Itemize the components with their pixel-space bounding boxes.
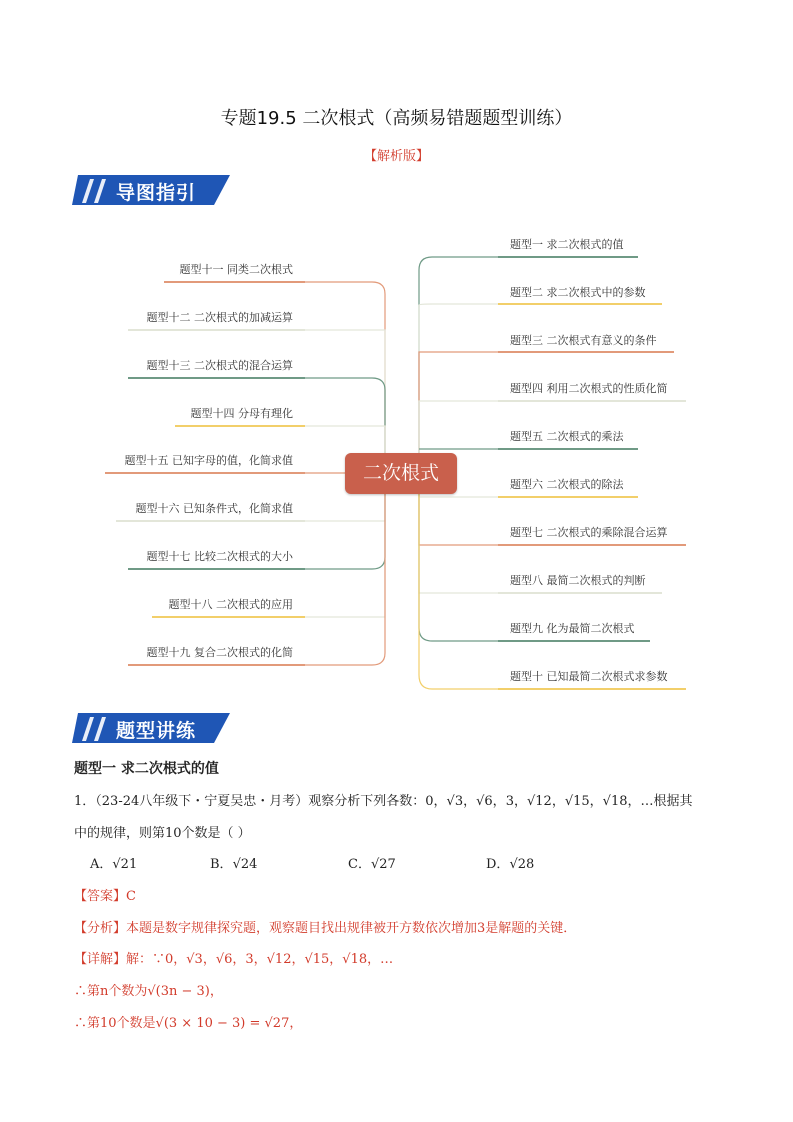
mindmap-center-node: 二次根式 bbox=[345, 453, 457, 494]
detail-line: 【详解】解：∵0，√3，√6，3，√12，√15，√18，… bbox=[74, 952, 394, 967]
mindmap-node: 题型十 已知最简二次根式求参数 bbox=[510, 670, 668, 683]
option-label: C． bbox=[348, 857, 371, 872]
mindmap-node: 题型十三 二次根式的混合运算 bbox=[146, 359, 293, 372]
mindmap-node: 题型十四 分母有理化 bbox=[190, 407, 293, 420]
mindmap-node: 题型六 二次根式的除法 bbox=[510, 478, 624, 491]
option-label: B． bbox=[210, 857, 233, 872]
mindmap-node: 题型十六 已知条件式，化简求值 bbox=[135, 502, 293, 515]
mindmap-node: 题型四 利用二次根式的性质化简 bbox=[510, 382, 668, 395]
question-num: √6 bbox=[476, 794, 493, 809]
mindmap-node: 题型十九 复合二次根式的化简 bbox=[146, 646, 293, 659]
mindmap-node: 题型十八 二次根式的应用 bbox=[168, 598, 293, 611]
option-label: A． bbox=[90, 857, 113, 872]
mindmap-node: 题型九 化为最简二次根式 bbox=[510, 622, 635, 635]
option-label: D． bbox=[486, 857, 510, 872]
practice-banner-label: 题型讲练 bbox=[116, 720, 197, 742]
question-num: √12 bbox=[526, 794, 552, 809]
option-d bbox=[486, 853, 534, 872]
mindmap-node: 题型八 最简二次根式的判断 bbox=[510, 574, 646, 587]
mindmap-node: 题型一 求二次根式的值 bbox=[510, 238, 624, 251]
mindmap-node: 题型十七 比较二次根式的大小 bbox=[146, 550, 293, 563]
question-num: √15 bbox=[564, 794, 590, 809]
answer-line: 【答案】C bbox=[74, 889, 136, 904]
step-line-2: ∴第10个数是√(3 × 10 − 3) = √27， bbox=[74, 1016, 303, 1031]
mindmap-node: 题型十五 已知字母的值，化简求值 bbox=[124, 454, 293, 467]
page-title: 专题19.5 二次根式（高频易错题题型训练） bbox=[220, 108, 573, 129]
option-a bbox=[90, 853, 137, 872]
question-line-2: 中的规律，则第10个数是（ ） bbox=[74, 826, 251, 841]
guide-banner-label: 导图指引 bbox=[116, 182, 197, 204]
analysis-line: 【分析】本题是数字规律探究题，观察题目找出规律被开方数依次增加3是解题的关键． bbox=[74, 921, 577, 936]
question-num: 3 bbox=[505, 794, 514, 809]
option-value: √28 bbox=[509, 857, 535, 872]
question-prefix: 1．（23-24八年级下・宁夏吴忠・月考）观察分析下列各数：0， bbox=[74, 794, 447, 809]
step-line-1: ∴第n个数为√(3n − 3)， bbox=[74, 984, 223, 999]
option-b bbox=[210, 853, 257, 872]
mindmap-node: 题型五 二次根式的乘法 bbox=[510, 430, 624, 443]
question-num: √18 bbox=[602, 794, 628, 809]
mindmap-node: 题型七 二次根式的乘除混合运算 bbox=[510, 526, 668, 539]
practice-banner bbox=[72, 711, 232, 745]
mindmap-node: 题型十二 二次根式的加减运算 bbox=[146, 311, 293, 324]
page-subtitle: 【解析版】 bbox=[363, 149, 429, 164]
option-value: √24 bbox=[232, 857, 258, 872]
section-heading: 题型一 求二次根式的值 bbox=[74, 761, 219, 777]
question-suffix: ，…根据其 bbox=[627, 794, 693, 809]
question-line-1: 1．（23-24八年级下・宁夏吴忠・月考）观察分析下列各数：0，√3，√6，3，√12，√15，√18，…根据其 bbox=[74, 794, 693, 809]
option-value: √27 bbox=[370, 857, 396, 872]
option-value: √21 bbox=[112, 857, 138, 872]
guide-banner bbox=[72, 173, 232, 207]
mindmap-node: 题型二 求二次根式中的参数 bbox=[510, 286, 646, 299]
mindmap-node: 题型三 二次根式有意义的条件 bbox=[510, 334, 657, 347]
mindmap-node: 题型十一 同类二次根式 bbox=[179, 263, 293, 276]
option-c bbox=[348, 853, 396, 872]
question-num: √3 bbox=[446, 794, 464, 809]
